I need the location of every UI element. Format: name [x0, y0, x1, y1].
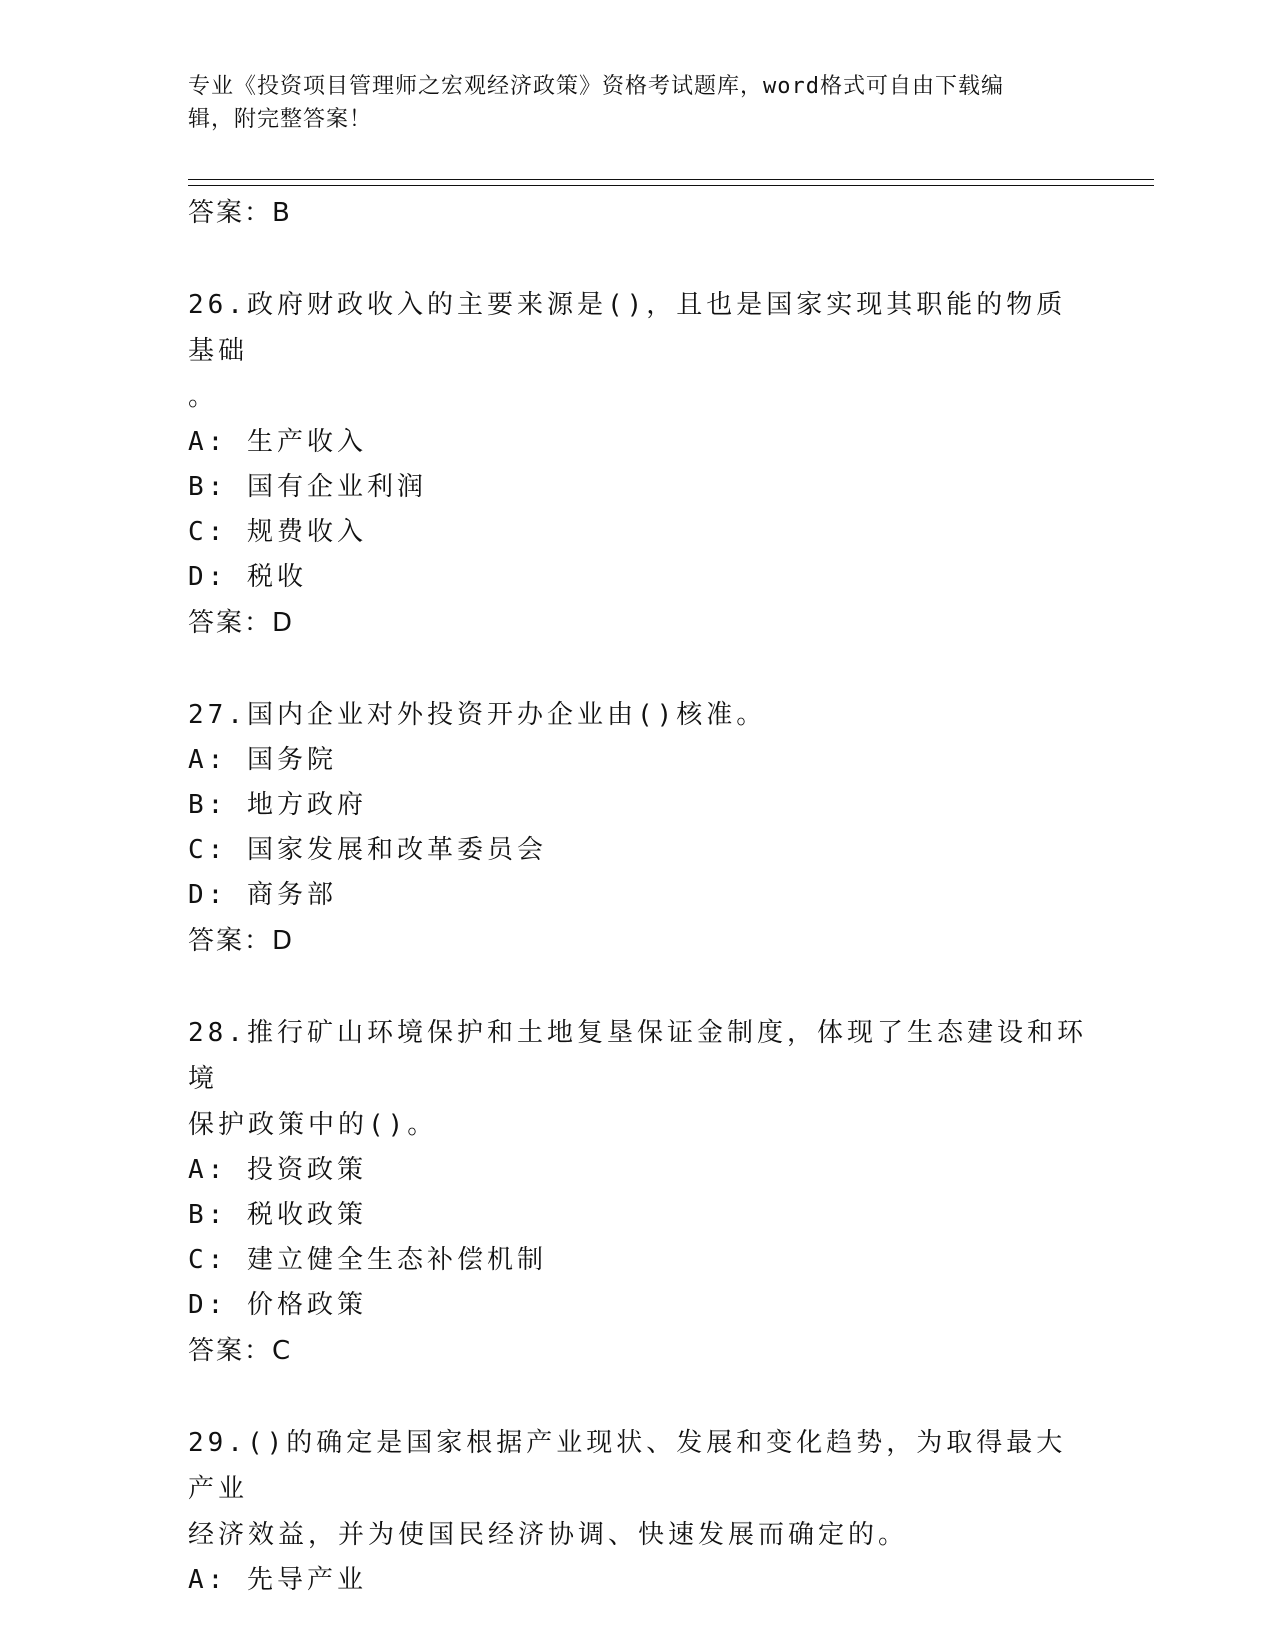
question-stem-continued: 经济效益，并为使国民经济协调、快速发展而确定的。	[188, 1520, 909, 1550]
option-a: A: 生产收入	[188, 427, 367, 457]
question-stem: 26.政府财政收入的主要来源是()，且也是国家实现其职能的物质基础	[188, 290, 1067, 366]
answer-line: 答案：D	[188, 926, 295, 956]
question-stem: 29.()的确定是国家根据产业现状、发展和变化趋势，为取得最大产业	[188, 1428, 1067, 1504]
header-rule-bottom	[188, 185, 1154, 186]
header-line-2: 辑，附完整答案！	[188, 107, 373, 132]
option-d: D: 税收	[188, 562, 307, 592]
question-26	[188, 282, 1088, 646]
option-c: C: 国家发展和改革委员会	[188, 835, 547, 865]
option-c: C: 建立健全生态补偿机制	[188, 1245, 547, 1275]
header-line-1: 专业《投资项目管理师之宏观经济政策》资格考试题库，word格式可自由下载编	[188, 74, 1004, 99]
answer-line: 答案：C	[188, 1336, 293, 1366]
question-stem-continued: 保护政策中的()。	[188, 1110, 438, 1140]
option-d: D: 商务部	[188, 880, 337, 910]
question-29	[188, 1420, 1088, 1603]
question-stem-continued: 。	[188, 382, 219, 412]
header-rule-top	[188, 179, 1154, 180]
option-a: A: 国务院	[188, 745, 337, 775]
document-header	[188, 70, 1078, 136]
option-c: C: 规费收入	[188, 517, 367, 547]
question-list	[188, 190, 1088, 1603]
option-a: A: 投资政策	[188, 1155, 367, 1185]
option-b: B: 地方政府	[188, 790, 367, 820]
option-a: A: 先导产业	[188, 1565, 367, 1595]
question-28	[188, 1010, 1088, 1374]
option-b: B: 税收政策	[188, 1200, 367, 1230]
question-27	[188, 692, 1088, 964]
option-b: B: 国有企业利润	[188, 472, 427, 502]
answer-line: 答案：B	[188, 198, 292, 228]
answer-line: 答案：D	[188, 608, 295, 638]
question-stem: 27.国内企业对外投资开办企业由()核准。	[188, 700, 767, 730]
question-stem: 28.推行矿山环境保护和土地复垦保证金制度，体现了生态建设和环境	[188, 1018, 1087, 1094]
option-d: D: 价格政策	[188, 1290, 367, 1320]
